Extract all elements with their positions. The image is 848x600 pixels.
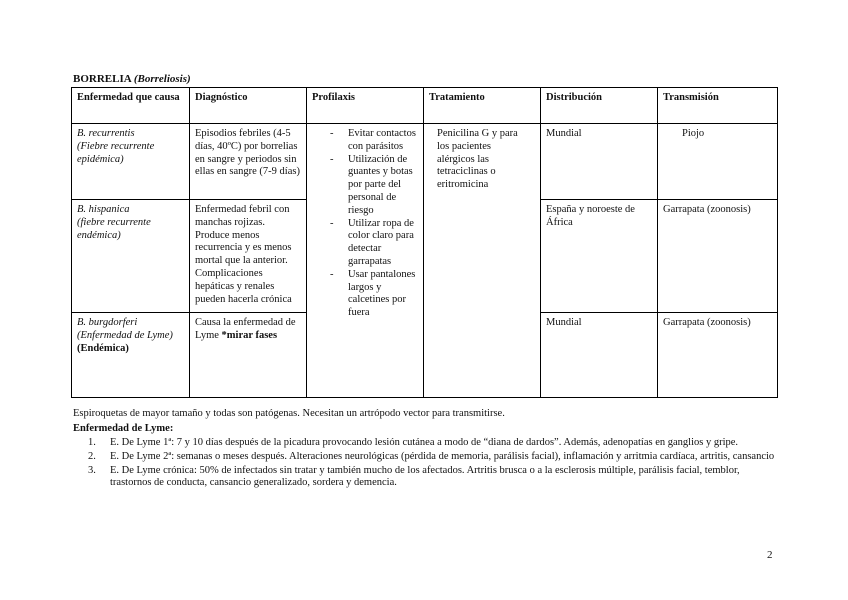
- header-prophylaxis: Profilaxis: [307, 88, 424, 124]
- diagnosis-cell: Episodios febriles (4-5 días, 40ºC) por borrelias en sangre y periodos sin ellas en sangre (7-9 días): [190, 124, 307, 200]
- list-text: E. De Lyme 2ª: semanas o meses después. Alteraciones neurológicas (pérdida de memoria, parálisis facial), inflamación y arritmia cardíaca, artritis, cansancio: [110, 450, 775, 462]
- header-treatment: Tratamiento: [424, 88, 541, 124]
- disease-description: (fiebre recurrente endémica): [77, 216, 151, 241]
- table-row: [72, 124, 778, 200]
- prophylaxis-item: - Evitar contactos con parásitos: [330, 128, 418, 154]
- diagnosis-cell: Enfermedad febril con manchas rojizas. Produce menos recurrencia y es menos mortal que la anterior. Complicaciones hepáticas y renales pueden hacerla crónica: [190, 200, 307, 313]
- title-sub: (Borreliosis): [133, 73, 191, 85]
- table-header-row: [72, 88, 778, 124]
- disease-description: (Enfermedad de Lyme): [77, 329, 173, 341]
- disease-endemic-label: (Endémica): [77, 342, 129, 354]
- prophylaxis-item: - Utilizar ropa de color claro para detectar garrapatas: [330, 218, 418, 269]
- transmission-cell: Piojo: [658, 124, 778, 200]
- header-disease: Enfermedad que causa: [72, 88, 190, 124]
- diagnosis-text: Causa la enfermedad de Lyme: [195, 317, 296, 341]
- lyme-heading: Enfermedad de Lyme:: [73, 423, 174, 434]
- list-text: E. De Lyme crónica: 50% de infectados sin tratar y también mucho de los afectados. Artritis brusca o a la esclerosis múltiple, parálisis facial, temblor, trastornos de conducta, cansancio generalizado, sordera y demencia.: [110, 464, 740, 489]
- lyme-stage-item: [73, 465, 778, 491]
- list-number: 1.: [88, 437, 96, 448]
- treatment-cell: [424, 124, 541, 398]
- distribution-cell: Mundial: [541, 313, 658, 398]
- header-diagnosis: Diagnóstico: [190, 88, 307, 124]
- disease-name: B. recurrentis: [77, 128, 135, 139]
- page-number: 2: [767, 549, 773, 561]
- prophylaxis-item: - Usar pantalones largos y calcetines por fuera: [330, 269, 418, 320]
- lyme-stage-item: [73, 451, 778, 464]
- prophylaxis-list: [312, 128, 418, 320]
- diagnosis-cell: [190, 313, 307, 398]
- distribution-cell: Mundial: [541, 124, 658, 200]
- spirochete-note: Espiroquetas de mayor tamaño y todas son patógenas. Necesitan un artrópodo vector para transmitirse.: [73, 408, 505, 419]
- page-title: [73, 73, 191, 86]
- header-distribution: Distribución: [541, 88, 658, 124]
- list-number: 3.: [88, 464, 96, 476]
- disease-name: B. burgdorferi: [77, 317, 138, 328]
- distribution-cell: España y noroeste de África: [541, 200, 658, 313]
- transmission-cell: Garrapata (zoonosis): [658, 200, 778, 313]
- disease-name: B. hispanica: [77, 204, 130, 215]
- header-transmission: Transmisión: [658, 88, 778, 124]
- disease-cell: [72, 313, 190, 398]
- lyme-stage-item: [73, 437, 778, 450]
- title-main: BORRELIA: [73, 73, 132, 85]
- transmission-cell: Garrapata (zoonosis): [658, 313, 778, 398]
- disease-cell: [72, 124, 190, 200]
- prophylaxis-cell: [307, 124, 424, 398]
- treatment-text: Penicilina G y para los pacientes alérgicos las tetraciclinas o eritromicina: [437, 128, 518, 191]
- borrelia-table: [71, 87, 778, 398]
- disease-cell: [72, 200, 190, 313]
- list-text: E. De Lyme 1ª: 7 y 10 días después de la picadura provocando lesión cutánea a modo de “diana de dardos”. Además, adenopatías en ganglios y gripe.: [110, 437, 739, 448]
- list-number: 2.: [88, 450, 96, 462]
- diagnosis-note: *mirar fases: [221, 329, 278, 341]
- prophylaxis-item: - Utilización de guantes y botas por parte del personal de riesgo: [330, 154, 418, 218]
- lyme-stages-list: [73, 437, 778, 491]
- disease-description: (Fiebre recurrente epidémica): [77, 140, 155, 165]
